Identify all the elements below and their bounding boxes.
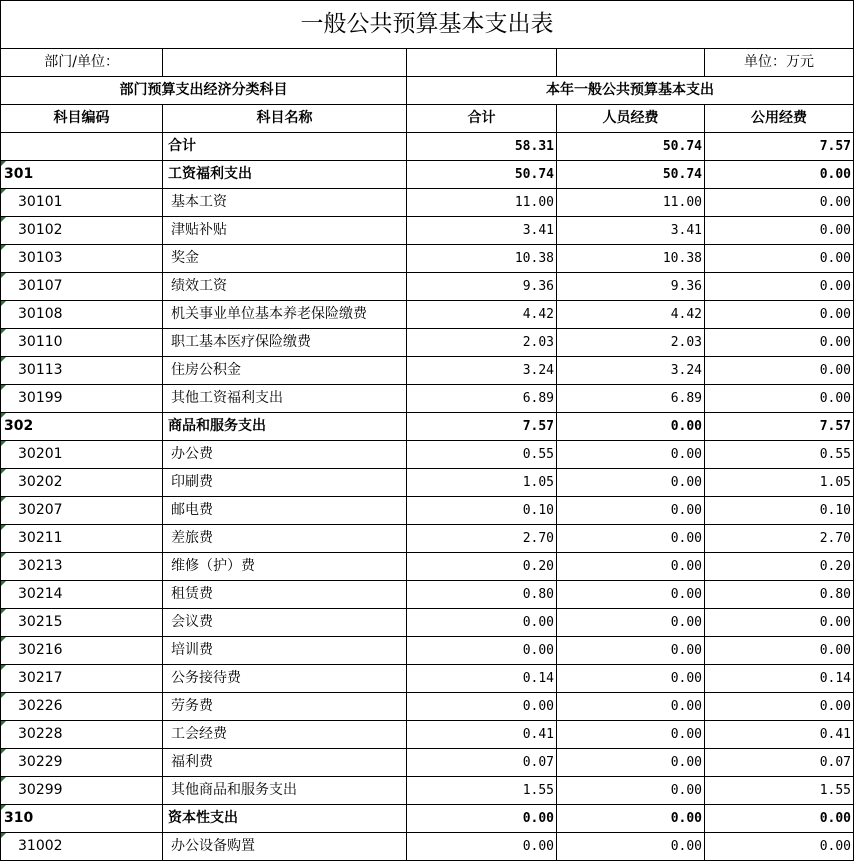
table-row [1, 329, 854, 357]
row-personnel: 0.00 [557, 441, 705, 469]
table-row [1, 497, 854, 525]
total-row [1, 133, 854, 161]
cell-note-marker-icon [1, 217, 6, 222]
row-total: 0.80 [407, 581, 557, 609]
row-total: 0.41 [407, 721, 557, 749]
cell-note-marker-icon [1, 413, 6, 418]
row-total: 4.42 [407, 301, 557, 329]
row-code [1, 385, 163, 413]
total-public: 7.57 [705, 133, 854, 161]
row-public: 0.55 [705, 441, 854, 469]
row-public: 0.14 [705, 665, 854, 693]
unit-label: 单位：万元 [705, 49, 854, 77]
table-row [1, 665, 854, 693]
row-code-text: 30299 [18, 782, 63, 798]
row-total: 0.55 [407, 441, 557, 469]
cell-note-marker-icon [1, 301, 6, 306]
personnel-column-header: 人员经费 [557, 105, 705, 133]
row-code-text: 30110 [18, 334, 63, 350]
row-code-text: 30211 [18, 530, 63, 546]
row-code [1, 301, 163, 329]
total-column-header: 合计 [407, 105, 557, 133]
row-public: 2.70 [705, 525, 854, 553]
row-code-text: 30207 [18, 502, 63, 518]
row-code-text: 30201 [18, 446, 63, 462]
row-public: 0.00 [705, 609, 854, 637]
row-total: 1.05 [407, 469, 557, 497]
row-code-text: 30214 [18, 586, 63, 602]
row-code-text: 30102 [18, 222, 63, 238]
row-personnel: 50.74 [557, 161, 705, 189]
row-public: 0.00 [705, 357, 854, 385]
row-personnel: 0.00 [557, 805, 705, 833]
row-name: 机关事业单位基本养老保险缴费 [163, 301, 407, 329]
row-public: 0.00 [705, 245, 854, 273]
row-total: 0.00 [407, 805, 557, 833]
row-code [1, 609, 163, 637]
table-row [1, 301, 854, 329]
row-name: 津贴补贴 [163, 217, 407, 245]
row-total: 0.10 [407, 497, 557, 525]
row-personnel: 0.00 [557, 413, 705, 441]
row-code [1, 357, 163, 385]
cell-note-marker-icon [1, 469, 6, 474]
row-public: 0.00 [705, 693, 854, 721]
table-row [1, 189, 854, 217]
row-total: 50.74 [407, 161, 557, 189]
category-header: 部门预算支出经济分类科目 [1, 77, 407, 105]
category-row [1, 161, 854, 189]
row-personnel: 0.00 [557, 581, 705, 609]
cell-note-marker-icon [1, 581, 6, 586]
row-code [1, 245, 163, 273]
row-code [1, 441, 163, 469]
cell-note-marker-icon [1, 553, 6, 558]
row-personnel: 0.00 [557, 497, 705, 525]
row-name: 其他工资福利支出 [163, 385, 407, 413]
row-public: 7.57 [705, 413, 854, 441]
row-personnel: 9.36 [557, 273, 705, 301]
row-code [1, 553, 163, 581]
table-row [1, 245, 854, 273]
row-code [1, 469, 163, 497]
row-public: 0.00 [705, 329, 854, 357]
row-total: 0.00 [407, 693, 557, 721]
cell-note-marker-icon [1, 441, 6, 446]
row-code-text: 302 [4, 418, 34, 434]
row-personnel: 0.00 [557, 637, 705, 665]
table-row [1, 469, 854, 497]
row-code-text: 30107 [18, 278, 63, 294]
row-code-text: 30202 [18, 474, 63, 490]
row-code-text: 310 [4, 810, 34, 826]
row-name: 租赁费 [163, 581, 407, 609]
row-public: 0.00 [705, 217, 854, 245]
row-name: 劳务费 [163, 693, 407, 721]
row-personnel: 4.42 [557, 301, 705, 329]
row-public: 0.20 [705, 553, 854, 581]
cell-note-marker-icon [1, 189, 6, 194]
table-row [1, 833, 854, 861]
row-code [1, 721, 163, 749]
row-name: 维修（护）费 [163, 553, 407, 581]
table-row [1, 357, 854, 385]
table-row [1, 581, 854, 609]
row-public: 0.10 [705, 497, 854, 525]
row-personnel: 0.00 [557, 469, 705, 497]
table-row [1, 721, 854, 749]
row-name: 印刷费 [163, 469, 407, 497]
row-personnel: 2.03 [557, 329, 705, 357]
table-row [1, 217, 854, 245]
row-name: 其他商品和服务支出 [163, 777, 407, 805]
row-total: 0.00 [407, 609, 557, 637]
row-personnel: 0.00 [557, 665, 705, 693]
row-public: 0.07 [705, 749, 854, 777]
row-code [1, 665, 163, 693]
row-name: 资本性支出 [163, 805, 407, 833]
row-personnel: 10.38 [557, 245, 705, 273]
row-code-text: 30103 [18, 250, 63, 266]
row-total: 7.57 [407, 413, 557, 441]
row-personnel: 6.89 [557, 385, 705, 413]
row-personnel: 0.00 [557, 833, 705, 861]
cell-note-marker-icon [1, 385, 6, 390]
category-row [1, 413, 854, 441]
row-public: 0.80 [705, 581, 854, 609]
row-name: 办公费 [163, 441, 407, 469]
row-name: 基本工资 [163, 189, 407, 217]
row-name: 工资福利支出 [163, 161, 407, 189]
row-code [1, 413, 163, 441]
row-code-text: 30215 [18, 614, 63, 630]
row-total: 3.24 [407, 357, 557, 385]
cell-note-marker-icon [1, 609, 6, 614]
row-total: 3.41 [407, 217, 557, 245]
current-year-header: 本年一般公共预算基本支出 [407, 77, 854, 105]
meta-empty-cell[interactable] [407, 49, 557, 77]
row-code [1, 273, 163, 301]
category-row [1, 805, 854, 833]
row-personnel: 3.41 [557, 217, 705, 245]
page-title: 一般公共预算基本支出表 [1, 1, 854, 49]
row-code-text: 30108 [18, 306, 63, 322]
table-row [1, 553, 854, 581]
row-total: 0.07 [407, 749, 557, 777]
row-name: 差旅费 [163, 525, 407, 553]
row-name: 邮电费 [163, 497, 407, 525]
total-personnel: 50.74 [557, 133, 705, 161]
row-total: 11.00 [407, 189, 557, 217]
row-code-text: 30113 [18, 362, 63, 378]
table-row [1, 749, 854, 777]
cell-note-marker-icon [1, 777, 6, 782]
row-code [1, 329, 163, 357]
row-code-text: 30229 [18, 754, 63, 770]
cell-note-marker-icon [1, 497, 6, 502]
row-name: 办公设备购置 [163, 833, 407, 861]
row-personnel: 0.00 [557, 609, 705, 637]
row-public: 0.00 [705, 805, 854, 833]
row-public: 0.00 [705, 833, 854, 861]
table-row [1, 637, 854, 665]
cell-note-marker-icon [1, 525, 6, 530]
name-column-header: 科目名称 [163, 105, 407, 133]
table-row [1, 441, 854, 469]
row-total: 0.14 [407, 665, 557, 693]
row-code [1, 525, 163, 553]
row-public: 0.00 [705, 189, 854, 217]
row-name: 培训费 [163, 637, 407, 665]
row-code [1, 161, 163, 189]
row-name: 住房公积金 [163, 357, 407, 385]
row-personnel: 3.24 [557, 357, 705, 385]
total-total: 58.31 [407, 133, 557, 161]
row-name: 公务接待费 [163, 665, 407, 693]
row-personnel: 0.00 [557, 749, 705, 777]
row-code [1, 637, 163, 665]
cell-note-marker-icon [1, 273, 6, 278]
row-code [1, 777, 163, 805]
row-public: 0.00 [705, 273, 854, 301]
row-public: 0.00 [705, 637, 854, 665]
cell-note-marker-icon [1, 329, 6, 334]
row-total: 2.03 [407, 329, 557, 357]
row-code [1, 749, 163, 777]
row-total: 6.89 [407, 385, 557, 413]
cell-note-marker-icon [1, 805, 6, 810]
cell-note-marker-icon [1, 665, 6, 670]
row-total: 0.00 [407, 637, 557, 665]
row-name: 职工基本医疗保险缴费 [163, 329, 407, 357]
row-total: 9.36 [407, 273, 557, 301]
row-name: 奖金 [163, 245, 407, 273]
table-row [1, 385, 854, 413]
dept-label: 部门/单位： [1, 49, 163, 77]
row-code [1, 217, 163, 245]
row-total: 1.55 [407, 777, 557, 805]
row-name: 会议费 [163, 609, 407, 637]
row-code [1, 693, 163, 721]
row-name: 绩效工资 [163, 273, 407, 301]
cell-note-marker-icon [1, 357, 6, 362]
row-personnel: 0.00 [557, 693, 705, 721]
cell-note-marker-icon [1, 245, 6, 250]
row-code [1, 497, 163, 525]
meta-empty-cell[interactable] [557, 49, 705, 77]
row-public: 1.55 [705, 777, 854, 805]
row-code [1, 581, 163, 609]
row-total: 0.00 [407, 833, 557, 861]
row-code-text: 30226 [18, 698, 63, 714]
row-public: 0.00 [705, 161, 854, 189]
row-public: 0.00 [705, 385, 854, 413]
table-row [1, 609, 854, 637]
total-code-cell[interactable] [1, 133, 163, 161]
table-row [1, 525, 854, 553]
row-personnel: 0.00 [557, 525, 705, 553]
row-public: 0.41 [705, 721, 854, 749]
public-column-header: 公用经费 [705, 105, 854, 133]
code-column-header: 科目编码 [1, 105, 163, 133]
table-row [1, 273, 854, 301]
table-row [1, 777, 854, 805]
row-code [1, 805, 163, 833]
row-name: 商品和服务支出 [163, 413, 407, 441]
row-total: 10.38 [407, 245, 557, 273]
row-total: 2.70 [407, 525, 557, 553]
row-code-text: 30199 [18, 390, 63, 406]
row-name: 福利费 [163, 749, 407, 777]
dept-value-cell[interactable] [163, 49, 407, 77]
row-public: 1.05 [705, 469, 854, 497]
row-personnel: 0.00 [557, 777, 705, 805]
row-personnel: 0.00 [557, 553, 705, 581]
table-row [1, 693, 854, 721]
row-name: 工会经费 [163, 721, 407, 749]
row-code-text: 30216 [18, 642, 63, 658]
row-code [1, 833, 163, 861]
cell-note-marker-icon [1, 161, 6, 166]
row-public: 0.00 [705, 301, 854, 329]
total-name: 合计 [163, 133, 407, 161]
cell-note-marker-icon [1, 749, 6, 754]
cell-note-marker-icon [1, 637, 6, 642]
cell-note-marker-icon [1, 833, 6, 838]
row-code-text: 30101 [18, 194, 63, 210]
row-personnel: 0.00 [557, 721, 705, 749]
row-code-text: 30228 [18, 726, 63, 742]
row-code-text: 301 [4, 166, 34, 182]
row-code-text: 30213 [18, 558, 63, 574]
row-personnel: 11.00 [557, 189, 705, 217]
cell-note-marker-icon [1, 721, 6, 726]
row-code [1, 189, 163, 217]
row-total: 0.20 [407, 553, 557, 581]
cell-note-marker-icon [1, 693, 6, 698]
row-code-text: 31002 [18, 838, 63, 854]
row-code-text: 30217 [18, 670, 63, 686]
